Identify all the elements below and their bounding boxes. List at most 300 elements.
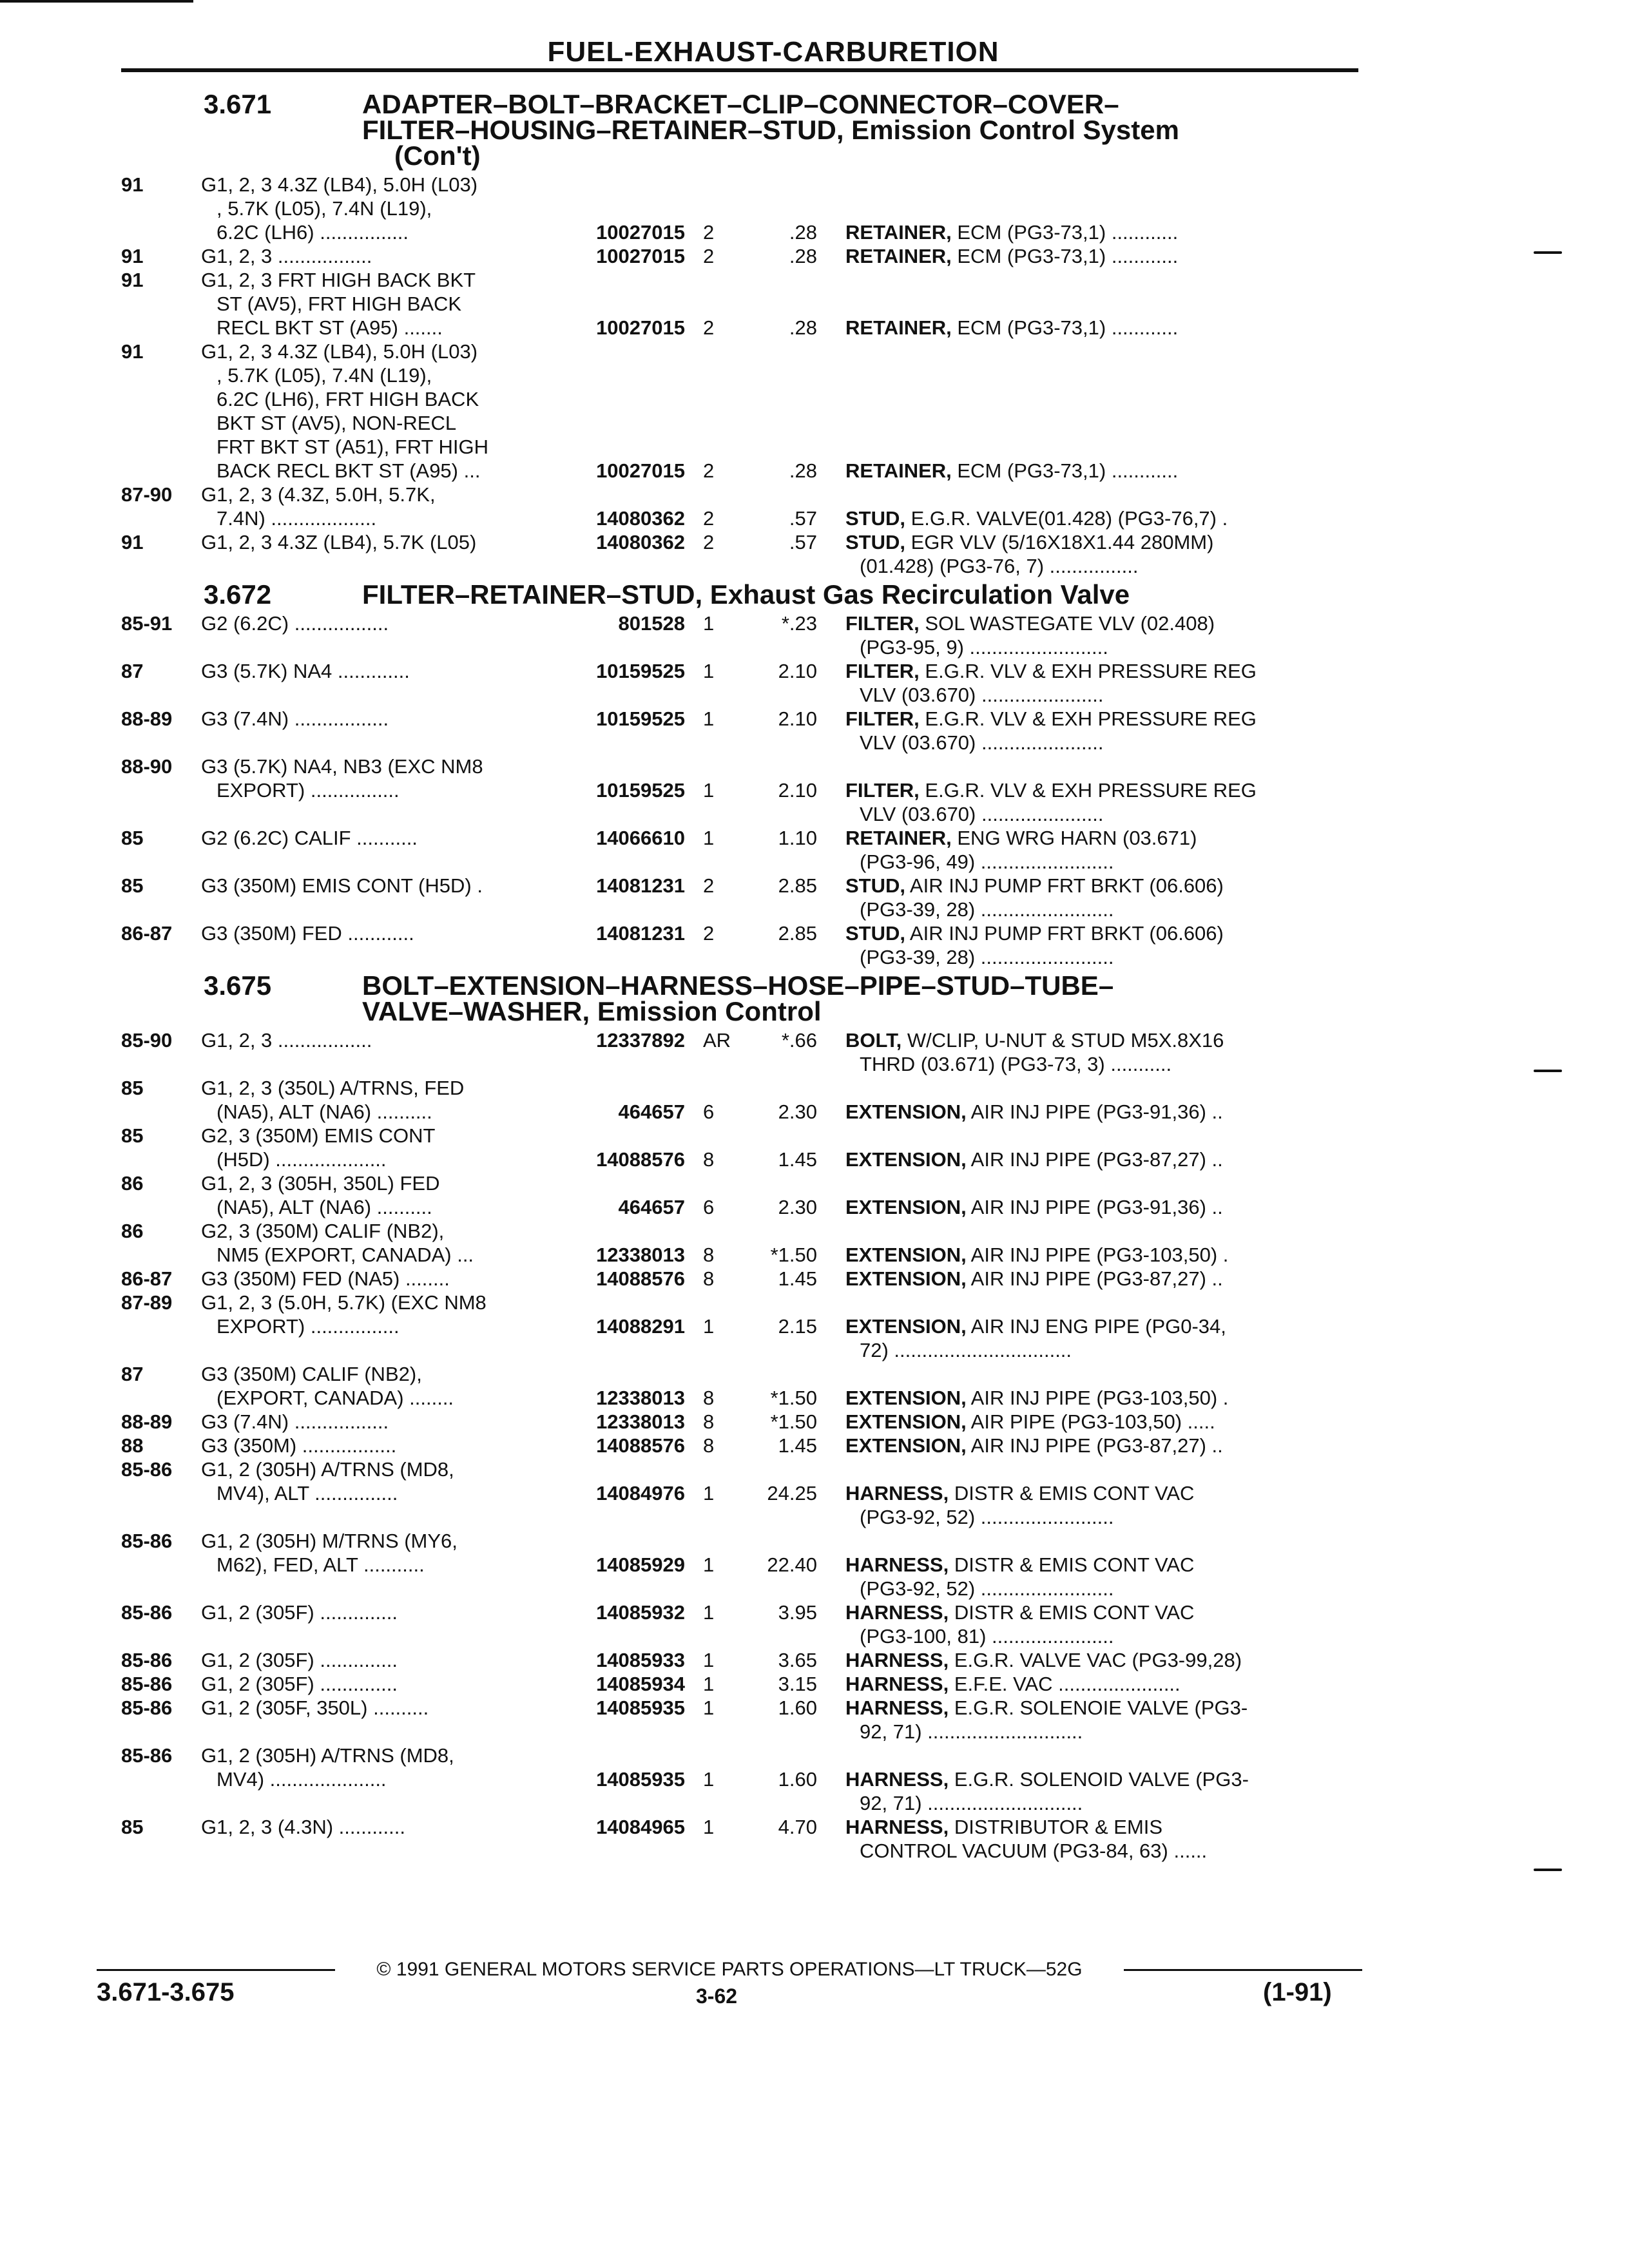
part-name-keyword: HARNESS, <box>845 1649 949 1671</box>
quantity-text: 6 <box>703 1100 715 1123</box>
part-row <box>121 1028 1358 1076</box>
part-name-keyword: EXTENSION, <box>845 1244 967 1266</box>
model-year: 85-86 <box>121 1458 173 1481</box>
part-name-keyword: EXTENSION, <box>845 1315 967 1338</box>
part-name-detail: ECM (PG3-73,1) ............ <box>951 245 1179 267</box>
section-title-line: FILTER–HOUSING–RETAINER–STUD, Emission Control System <box>362 115 1179 145</box>
application-description <box>201 1219 566 1267</box>
part-row <box>121 244 1358 268</box>
description-line: 6.2C (LH6), FRT HIGH BACK <box>217 388 479 410</box>
price <box>743 874 817 898</box>
price <box>743 1124 817 1171</box>
application-description <box>201 754 566 802</box>
application-description <box>201 530 566 554</box>
catalog-section <box>121 579 1358 969</box>
section-heading <box>121 970 1358 1026</box>
description-line: M62), FED, ALT ........... <box>217 1553 425 1576</box>
price <box>743 921 817 945</box>
part-name <box>817 340 1297 483</box>
part-name-line: (PG3-92, 52) ........................ <box>860 1577 1114 1600</box>
description-line: RECL BKT ST (A95) ....... <box>217 316 443 339</box>
quantity-text: 2 <box>703 922 715 945</box>
part-name <box>817 659 1297 707</box>
part-name-keyword: FILTER, <box>845 707 920 730</box>
part-name-keyword: HARNESS, <box>845 1482 949 1504</box>
part-name <box>817 1410 1297 1434</box>
model-year: 85-86 <box>121 1530 173 1552</box>
price <box>743 1362 817 1410</box>
price <box>743 1410 817 1434</box>
part-number <box>566 1219 685 1267</box>
part-row <box>121 754 1358 826</box>
price-text: *.66 <box>781 1029 817 1052</box>
price-text: 2.30 <box>778 1196 817 1218</box>
page-title: FUEL-EXHAUST-CARBURETION <box>547 36 999 68</box>
quantity <box>685 707 743 731</box>
part-row <box>121 340 1358 483</box>
price-text: 2.10 <box>778 707 817 730</box>
part-name-detail: ENG WRG HARN (03.671) <box>951 827 1197 849</box>
quantity <box>685 1410 743 1434</box>
quantity <box>685 1696 743 1720</box>
part-name <box>817 874 1297 921</box>
part-name-keyword: EXTENSION, <box>845 1387 967 1409</box>
part-name-keyword: FILTER, <box>845 612 920 635</box>
part-name-keyword: STUD, <box>845 874 905 897</box>
part-name <box>817 1434 1297 1457</box>
footer-rule-right <box>1124 1969 1362 1971</box>
price-text: .28 <box>789 245 817 267</box>
model-year: 87 <box>121 660 144 682</box>
price <box>743 1076 817 1124</box>
part-name-line: (PG3-96, 49) ........................ <box>860 850 1114 873</box>
quantity <box>685 1219 743 1267</box>
application-description <box>201 244 566 268</box>
quantity <box>685 826 743 850</box>
model-year: 91 <box>121 340 144 363</box>
part-name-detail: DISTRIBUTOR & EMIS <box>949 1816 1163 1838</box>
price <box>743 268 817 340</box>
quantity <box>685 1529 743 1577</box>
price <box>743 1171 817 1219</box>
price-text: .28 <box>789 459 817 482</box>
price-text: 3.65 <box>778 1649 817 1671</box>
quantity-text: 1 <box>703 707 715 730</box>
model-year: 85 <box>121 1816 144 1838</box>
quantity-text: 6 <box>703 1196 715 1218</box>
part-name-line: 92, 71) ............................ <box>860 1720 1083 1743</box>
price-text: 1.45 <box>778 1434 817 1457</box>
part-row <box>121 1529 1358 1600</box>
part-number-text: 12337892 <box>596 1029 685 1052</box>
part-number <box>566 483 685 530</box>
quantity <box>685 268 743 340</box>
part-row <box>121 611 1358 659</box>
part-name-keyword: STUD, <box>845 507 905 530</box>
part-name-keyword: RETAINER, <box>845 827 952 849</box>
description-line: G1, 2, 3 (350L) A/TRNS, FED <box>201 1077 465 1099</box>
application-description <box>201 1124 566 1171</box>
part-row <box>121 921 1358 969</box>
section-title-line: ADAPTER–BOLT–BRACKET–CLIP–CONNECTOR–COVER– <box>362 89 1119 119</box>
description-line: G1, 2 (305F, 350L) .......... <box>201 1696 429 1719</box>
description-line: EXPORT) ................ <box>217 779 400 802</box>
application-description <box>201 1410 566 1434</box>
description-line: G3 (7.4N) ................. <box>201 1410 389 1433</box>
part-name-line: 72) ................................ <box>860 1339 1072 1361</box>
price <box>743 1744 817 1791</box>
price <box>743 659 817 683</box>
part-name-detail: AIR INJ PIPE (PG3-91,36) .. <box>966 1196 1223 1218</box>
application-description <box>201 1267 566 1291</box>
part-number-text: 14088576 <box>596 1148 685 1171</box>
price-text: 1.10 <box>778 827 817 849</box>
description-line: G1, 2 (305H) A/TRNS (MD8, <box>201 1458 454 1481</box>
part-row <box>121 659 1358 707</box>
part-name-line: (PG3-39, 28) ........................ <box>860 898 1114 921</box>
quantity <box>685 1171 743 1219</box>
part-name-line: 92, 71) ............................ <box>860 1792 1083 1814</box>
part-number-text: 10159525 <box>596 707 685 730</box>
part-name-line <box>845 244 1297 268</box>
part-name-line: (PG3-100, 81) ...................... <box>860 1625 1114 1648</box>
part-name-keyword: STUD, <box>845 531 905 553</box>
quantity <box>685 1362 743 1410</box>
section-title <box>362 970 1239 1026</box>
application-description <box>201 874 566 898</box>
section-title-line: VALVE–WASHER, Emission Control <box>362 996 822 1026</box>
model-year: 91 <box>121 173 144 196</box>
part-name-line <box>845 1815 1297 1839</box>
description-line: G1, 2, 3 4.3Z (LB4), 5.7K (L05) <box>201 531 477 553</box>
part-number <box>566 268 685 340</box>
part-number <box>566 826 685 850</box>
part-name-keyword: RETAINER, <box>845 316 952 339</box>
part-name-keyword: RETAINER, <box>845 245 952 267</box>
price <box>743 1648 817 1672</box>
footer-rule-left <box>97 1969 335 1971</box>
part-name-detail: AIR INJ PIPE (PG3-91,36) .. <box>966 1100 1223 1123</box>
price <box>743 1267 817 1291</box>
description-line: G2 (6.2C) ................. <box>201 612 389 635</box>
description-line: G1, 2, 3 (4.3N) ............ <box>201 1816 405 1838</box>
price <box>743 1529 817 1577</box>
description-line: EXPORT) ................ <box>217 1315 400 1338</box>
part-name <box>817 1171 1297 1219</box>
part-name-line <box>845 1672 1297 1696</box>
quantity <box>685 1267 743 1291</box>
description-line: G1, 2 (305F) .............. <box>201 1649 398 1671</box>
part-number <box>566 244 685 268</box>
part-name <box>817 1529 1297 1600</box>
model-year: 85 <box>121 1077 144 1099</box>
application-description <box>201 1529 566 1577</box>
application-description <box>201 1696 566 1720</box>
quantity-text: 1 <box>703 1649 715 1671</box>
part-name-line <box>845 1481 1297 1505</box>
description-line: G2 (6.2C) CALIF ........... <box>201 827 418 849</box>
part-name-detail: AIR INJ PUMP FRT BRKT (06.606) <box>905 922 1224 945</box>
part-number <box>566 530 685 554</box>
description-line: G3 (350M) EMIS CONT (H5D) . <box>201 874 483 897</box>
model-year: 85-86 <box>121 1744 173 1767</box>
description-line: G1, 2, 3 (4.3Z, 5.0H, 5.7K, <box>201 483 436 506</box>
part-name-detail: E.G.R. VLV & EXH PRESSURE REG <box>919 660 1257 682</box>
part-name-line <box>845 1195 1297 1219</box>
footer-date-code: (1-91) <box>1263 1978 1332 2006</box>
quantity-text: 8 <box>703 1148 715 1171</box>
application-description <box>201 483 566 530</box>
description-line: G3 (350M) CALIF (NB2), <box>201 1363 422 1385</box>
quantity-text: 8 <box>703 1387 715 1409</box>
part-row <box>121 1600 1358 1648</box>
price <box>743 1672 817 1696</box>
part-name-line <box>845 1648 1297 1672</box>
model-year: 86-87 <box>121 1267 173 1290</box>
quantity <box>685 659 743 683</box>
part-name-line <box>845 530 1297 554</box>
description-line: G1, 2, 3 4.3Z (LB4), 5.0H (L03) <box>201 173 478 196</box>
quantity-text: 1 <box>703 1696 715 1719</box>
part-row <box>121 173 1358 244</box>
description-line: , 5.7K (L05), 7.4N (L19), <box>217 364 432 387</box>
price <box>743 754 817 802</box>
catalog-section <box>121 91 1358 578</box>
model-year: 86-87 <box>121 922 173 945</box>
part-number-text: 14084965 <box>596 1816 685 1838</box>
price-text: *1.50 <box>770 1410 817 1433</box>
price-text: 3.15 <box>778 1673 817 1695</box>
footer-page-number: 3-62 <box>696 1984 738 2008</box>
application-description <box>201 659 566 683</box>
description-line: , 5.7K (L05), 7.4N (L19), <box>217 197 432 220</box>
part-number-text: 14085929 <box>596 1553 685 1576</box>
application-description <box>201 921 566 945</box>
section-number: 3.671 <box>204 89 272 119</box>
part-row <box>121 826 1358 874</box>
part-number <box>566 754 685 802</box>
part-row <box>121 530 1358 578</box>
quantity-text: 8 <box>703 1267 715 1290</box>
part-number-text: 14088291 <box>596 1315 685 1338</box>
description-line: 7.4N) ................... <box>217 507 377 530</box>
section-number: 3.675 <box>204 970 272 1001</box>
part-row <box>121 483 1358 530</box>
margin-tick <box>1534 1070 1562 1072</box>
part-name-detail: AIR INJ PIPE (PG3-103,50) . <box>966 1244 1229 1266</box>
model-year: 87-90 <box>121 483 173 506</box>
model-year: 85-91 <box>121 612 173 635</box>
quantity <box>685 1648 743 1672</box>
part-name <box>817 1672 1297 1696</box>
quantity <box>685 1291 743 1338</box>
application-description <box>201 1028 566 1052</box>
model-year: 85-86 <box>121 1649 173 1671</box>
part-name-line: (PG3-92, 52) ........................ <box>860 1506 1114 1528</box>
application-description <box>201 1600 566 1624</box>
part-row <box>121 1648 1358 1672</box>
part-name <box>817 1648 1297 1672</box>
part-name <box>817 483 1297 530</box>
model-year: 91 <box>121 269 144 291</box>
part-name <box>817 611 1297 659</box>
price-text: *1.50 <box>770 1387 817 1409</box>
price <box>743 1696 817 1720</box>
quantity <box>685 1076 743 1124</box>
model-year: 91 <box>121 245 144 267</box>
part-name-keyword: EXTENSION, <box>845 1148 967 1171</box>
price-text: .28 <box>789 316 817 339</box>
section-title <box>362 579 1239 610</box>
application-description <box>201 1076 566 1124</box>
part-name-line: VLV (03.670) ...................... <box>860 803 1104 825</box>
description-line: G1, 2, 3 4.3Z (LB4), 5.0H (L03) <box>201 340 478 363</box>
quantity-text: 2 <box>703 221 715 244</box>
part-name-line <box>845 1434 1297 1457</box>
part-number <box>566 1076 685 1124</box>
part-name-keyword: EXTENSION, <box>845 1100 967 1123</box>
part-number-text: 14088576 <box>596 1267 685 1290</box>
application-description <box>201 611 566 635</box>
part-name-detail: W/CLIP, U-NUT & STUD M5X.8X16 <box>901 1029 1224 1052</box>
model-year: 88-89 <box>121 1410 173 1433</box>
part-name-line <box>845 874 1297 898</box>
quantity-text: 1 <box>703 1673 715 1695</box>
model-year: 86 <box>121 1172 144 1195</box>
price-text: .28 <box>789 221 817 244</box>
price-text: 24.25 <box>767 1482 817 1504</box>
price <box>743 483 817 530</box>
price-text: 2.10 <box>778 660 817 682</box>
part-row <box>121 1267 1358 1291</box>
quantity <box>685 1744 743 1791</box>
footer-copyright: © 1991 GENERAL MOTORS SERVICE PARTS OPERATIONS—LT TRUCK—52G <box>376 1959 1083 1980</box>
quantity <box>685 1028 743 1052</box>
part-name-line <box>845 778 1297 802</box>
section-heading <box>121 91 1358 169</box>
part-name-line <box>845 1314 1297 1338</box>
part-name <box>817 921 1297 969</box>
description-line: G1, 2 (305H) M/TRNS (MY6, <box>201 1530 458 1552</box>
part-name-line <box>845 1100 1297 1124</box>
part-name-keyword: RETAINER, <box>845 459 952 482</box>
price <box>743 340 817 483</box>
top-edge-rule <box>0 0 193 3</box>
part-row <box>121 1744 1358 1815</box>
part-number-text: 14088576 <box>596 1434 685 1457</box>
part-number <box>566 1362 685 1410</box>
description-line: MV4) ..................... <box>217 1768 387 1791</box>
part-row <box>121 1815 1358 1863</box>
quantity <box>685 874 743 898</box>
part-name-line <box>845 316 1297 340</box>
part-name-keyword: FILTER, <box>845 660 920 682</box>
part-number <box>566 1672 685 1696</box>
part-name <box>817 1815 1297 1863</box>
quantity <box>685 754 743 802</box>
price <box>743 707 817 731</box>
quantity <box>685 244 743 268</box>
application-description <box>201 1171 566 1219</box>
part-number <box>566 173 685 244</box>
part-name-detail: ECM (PG3-73,1) ............ <box>951 316 1179 339</box>
description-line: G3 (7.4N) ................. <box>201 707 389 730</box>
price <box>743 1291 817 1338</box>
part-name-line <box>845 506 1297 530</box>
quantity-text: 1 <box>703 1601 715 1624</box>
description-line: 6.2C (LH6) ................ <box>217 221 409 244</box>
model-year: 85-86 <box>121 1696 173 1719</box>
part-name-detail: AIR INJ PUMP FRT BRKT (06.606) <box>905 874 1224 897</box>
part-name <box>817 244 1297 268</box>
application-description <box>201 340 566 483</box>
part-row <box>121 874 1358 921</box>
model-year: 88 <box>121 1434 144 1457</box>
quantity <box>685 483 743 530</box>
part-name-keyword: HARNESS, <box>845 1816 949 1838</box>
part-number-text: 14081231 <box>596 874 685 897</box>
section-title-line: BOLT–EXTENSION–HARNESS–HOSE–PIPE–STUD–TUBE– <box>362 970 1114 1001</box>
description-line: G1, 2 (305H) A/TRNS (MD8, <box>201 1744 454 1767</box>
part-number-text: 14085933 <box>596 1649 685 1671</box>
part-row <box>121 707 1358 754</box>
part-name-keyword: HARNESS, <box>845 1601 949 1624</box>
description-line: G1, 2, 3 FRT HIGH BACK BKT <box>201 269 476 291</box>
part-name-line <box>845 1696 1297 1720</box>
part-name-detail: DISTR & EMIS CONT VAC <box>949 1553 1195 1576</box>
part-row <box>121 1434 1358 1457</box>
part-name-line <box>845 1600 1297 1624</box>
part-name-line <box>845 1386 1297 1410</box>
part-name <box>817 1457 1297 1529</box>
part-name-keyword: RETAINER, <box>845 221 952 244</box>
quantity-text: 2 <box>703 874 715 897</box>
description-line: G1, 2 (305F) .............. <box>201 1673 398 1695</box>
price <box>743 244 817 268</box>
part-name-line <box>845 459 1297 483</box>
part-name <box>817 1362 1297 1410</box>
price <box>743 1815 817 1839</box>
part-number <box>566 1434 685 1457</box>
margin-tick <box>1534 251 1562 254</box>
application-description <box>201 1291 566 1338</box>
part-row <box>121 1124 1358 1171</box>
part-name-line <box>845 220 1297 244</box>
model-year: 88-89 <box>121 707 173 730</box>
part-number-text: 10027015 <box>596 221 685 244</box>
part-name-line: THRD (03.671) (PG3-73, 3) ........... <box>860 1053 1172 1075</box>
part-number-text: 10027015 <box>596 245 685 267</box>
description-line: (NA5), ALT (NA6) .......... <box>217 1196 432 1218</box>
part-name-keyword: EXTENSION, <box>845 1434 967 1457</box>
description-line: BKT ST (AV5), NON-RECL <box>217 412 457 434</box>
part-name-detail: ECM (PG3-73,1) ............ <box>951 221 1179 244</box>
application-description <box>201 268 566 340</box>
part-name <box>817 707 1297 754</box>
part-number-text: 464657 <box>618 1196 685 1218</box>
price-text: 2.30 <box>778 1100 817 1123</box>
model-year: 85-90 <box>121 1029 173 1052</box>
price <box>743 1219 817 1267</box>
margin-tick <box>1534 1869 1562 1871</box>
price-text: *.23 <box>781 612 817 635</box>
part-name-line <box>845 1410 1297 1434</box>
application-description <box>201 173 566 244</box>
footer-section-range: 3.671-3.675 <box>97 1978 235 2006</box>
part-row <box>121 1219 1358 1267</box>
part-name-keyword: HARNESS, <box>845 1673 949 1695</box>
part-row <box>121 1291 1358 1362</box>
